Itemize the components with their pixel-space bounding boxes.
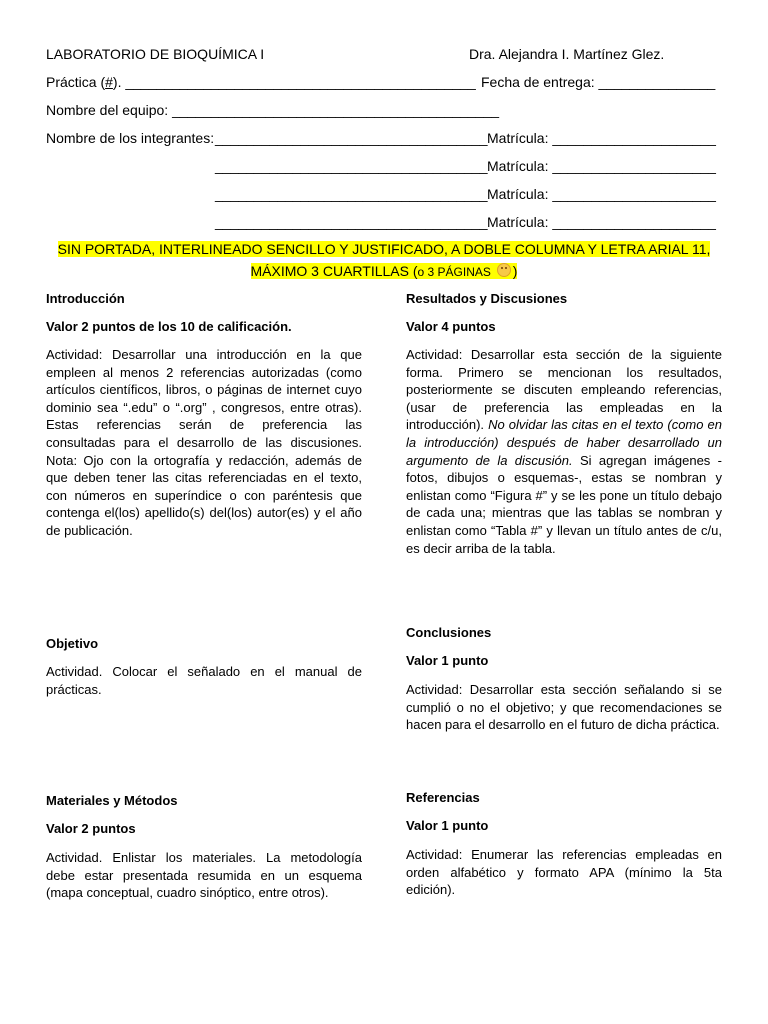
lab-title: LABORATORIO DE BIOQUÍMICA I	[46, 46, 265, 62]
section-objetivo	[46, 636, 362, 651]
resultados-value: Valor 4 puntos	[406, 319, 496, 334]
section-materiales	[46, 793, 362, 808]
integrante-line-1: ___________________________________	[215, 130, 488, 146]
banner-line-1: SIN PORTADA, INTERLINEADO SENCILLO Y JUSTIFICADO, A DOBLE COLUMNA Y LETRA ARIAL 11,	[57, 241, 711, 257]
practica-label: Práctica (	[46, 74, 106, 90]
practica-number: #	[105, 74, 113, 90]
conclusiones-value: Valor 1 punto	[406, 653, 489, 668]
conclusiones-text: Actividad: Desarrollar esta sección señalando si se cumplió o no el objetivo; y que recomendaciones se hacen para el desarrollo en el futuro de dicha práctica.	[406, 682, 722, 733]
winking-face-icon	[497, 263, 511, 277]
practica-line	[46, 74, 476, 90]
format-instructions-banner	[40, 238, 728, 283]
matricula-field-1: Matrícula: _____________________	[487, 130, 716, 146]
introduccion-title: Introducción	[46, 291, 125, 306]
matricula-field-4: Matrícula: _____________________	[487, 214, 716, 230]
referencias-title: Referencias	[406, 790, 480, 805]
banner-line-2: MÁXIMO 3 CUARTILLAS (o 3 PÁGINAS )	[250, 263, 518, 279]
materiales-value: Valor 2 puntos	[46, 821, 136, 836]
section-conclusiones	[406, 625, 722, 640]
integrante-line-3: ___________________________________	[215, 186, 488, 202]
section-resultados	[406, 291, 722, 306]
matricula-field-3: Matrícula: _____________________	[487, 186, 716, 202]
equipo-field: Nombre del equipo: __________________________________________	[46, 102, 500, 118]
conclusiones-title: Conclusiones	[406, 625, 492, 640]
integrantes-label: Nombre de los integrantes:	[46, 130, 215, 146]
referencias-text: Actividad: Enumerar las referencias empleadas en orden alfabético y formato APA (mínimo la 5ta edición).	[406, 847, 722, 898]
teacher-name: Dra. Alejandra I. Martínez Glez.	[469, 46, 665, 62]
materiales-text: Actividad. Enlistar los materiales. La metodología debe estar presentada resumida en un esquema (mapa conceptual, cuadro sinóptico, entre otros).	[46, 850, 362, 901]
resultados-text: Actividad: Desarrollar esta sección de la siguiente forma. Primero se mencionan los resultados, posteriormente se discuten empleando referencias, (usar de preferencia las empleadas en la introducción). No olvidar las citas en el texto (como en la introducción) después de haber desarrollado un argumento de la discusión. Si agregan imágenes -fotos, dibujos o esquemas-, estas se nombran y enlistan como “Figura #” y se les pone un título debajo de cada una; mientras que las tablas se nombran y enlistan como “Tabla #” y llevan un título antes de c/u, es decir arriba de la tabla.	[406, 347, 722, 556]
objetivo-text: Actividad. Colocar el señalado en el manual de prácticas.	[46, 664, 362, 697]
referencias-value: Valor 1 punto	[406, 818, 489, 833]
introduccion-value: Valor 2 puntos de los 10 de calificación.	[46, 319, 292, 334]
resultados-title: Resultados y Discusiones	[406, 291, 568, 306]
materiales-title: Materiales y Métodos	[46, 793, 178, 808]
resultados-italic-note: No olvidar las citas en el texto (como en la introducción) después de haber desarrollado un argumento de la discusión.	[406, 417, 722, 468]
matricula-field-2: Matrícula: _____________________	[487, 158, 716, 174]
objetivo-title: Objetivo	[46, 636, 99, 651]
introduccion-text: Actividad: Desarrollar una introducción en la que empleen al menos 2 referencias autorizadas (como artículos científicos, libros, o páginas de internet cuyo dominio sea “.edu” o “.org” , congresos, entre otras). Estas referencias serán de preferencia las consultadas para el desarrollo de las discusiones. Nota: Ojo con la ortografía y redacción, además de que deben tener las citas referenciadas en el texto, con números en superíndice o con paréntesis que contenga el(los) apellido(s) del(los) autor(es) y el año de publicación.	[46, 347, 362, 538]
practica-blank: ). _____________________________________________	[112, 74, 476, 90]
section-referencias	[406, 790, 722, 805]
integrante-line-2: ___________________________________	[215, 158, 488, 174]
fecha-entrega-field: Fecha de entrega: _______________	[481, 74, 716, 90]
section-introduccion	[46, 291, 362, 306]
integrante-line-4: ___________________________________	[215, 214, 488, 230]
